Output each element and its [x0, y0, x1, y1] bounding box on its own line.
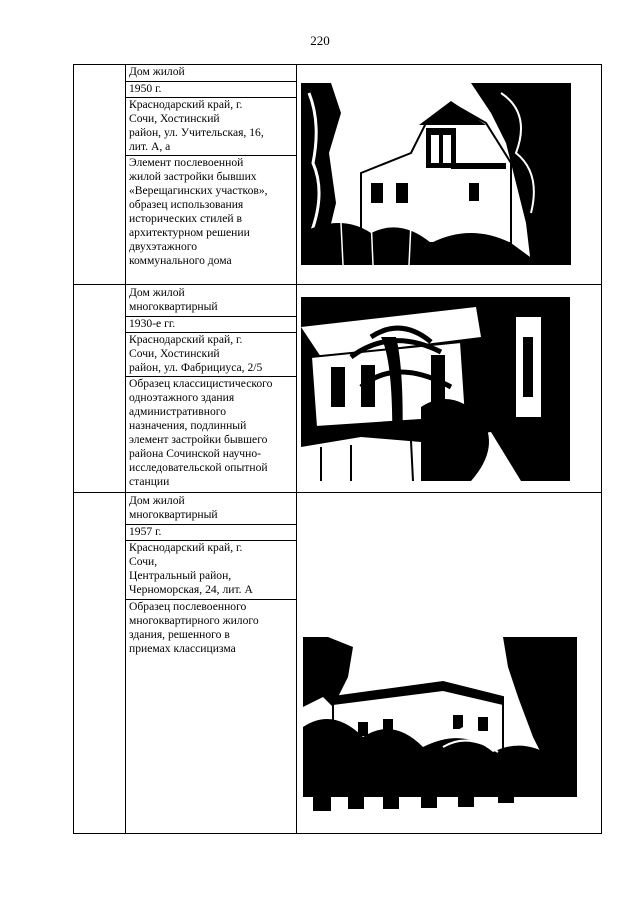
object-name-line: многоквартирный [129, 300, 218, 313]
description-line: двухэтажного [129, 240, 198, 253]
description-line: элемент застройки бывшего [129, 433, 268, 446]
description-line: исследовательской опытной [129, 461, 268, 474]
address-line: лит. А, а [129, 140, 171, 153]
object-date-text: 1957 г. [129, 525, 162, 538]
object-name [125, 286, 296, 316]
row-number-cell [74, 65, 126, 284]
object-name-line: Дом жилой [129, 494, 185, 507]
row-number-cell [74, 285, 126, 492]
address-line: Черноморская, 24, лит. А [129, 583, 253, 596]
object-address [125, 540, 296, 599]
description-line: района Сочинской научно- [129, 447, 262, 460]
description-line: приемах классицизма [129, 642, 236, 655]
row-photo-cell [296, 65, 601, 284]
page-number: 220 [310, 33, 330, 48]
description-line: «Верещагинских участков», [129, 184, 268, 197]
description-line: исторических стилей в [129, 212, 242, 225]
table-row [74, 285, 601, 493]
description-line: административного [129, 405, 227, 418]
object-name [125, 65, 296, 81]
object-date-text: 1950 г. [129, 82, 162, 95]
description-line: здания, решенного в [129, 628, 230, 641]
address-line: Сочи, Хостинский [129, 347, 220, 360]
heritage-table [73, 64, 602, 834]
object-description [125, 599, 296, 833]
description-line: архитектурном решении [129, 226, 250, 239]
house-photo [303, 637, 577, 819]
object-name-text: Дом жилой [129, 65, 185, 78]
address-line: Сочи, [129, 555, 158, 568]
table-row [74, 65, 601, 285]
object-date [125, 524, 296, 540]
description-line: многоквартирного жилого [129, 614, 259, 627]
object-address [125, 97, 296, 155]
row-number-cell [74, 493, 126, 833]
description-line: образец использования [129, 198, 244, 211]
object-address [125, 332, 296, 376]
address-line: район, ул. Фабрициуса, 2/5 [129, 361, 263, 374]
address-line: Центральный район, [129, 569, 232, 582]
house-photo [301, 297, 570, 481]
object-date-text: 1930-е гг. [129, 317, 176, 330]
object-date [125, 316, 296, 332]
description-line: одноэтажного здания [129, 391, 235, 404]
row-photo-cell [296, 493, 601, 833]
address-line: район, ул. Учительская, 16, [129, 126, 264, 139]
row-info-cell [125, 493, 297, 833]
object-name [125, 494, 296, 524]
address-line: Краснодарский край, г. [129, 541, 243, 554]
description-line: жилой застройки бывших [129, 170, 257, 183]
row-info-cell [125, 65, 297, 284]
description-line: Элемент послевоенной [129, 156, 244, 169]
address-line: Сочи, Хостинский [129, 112, 220, 125]
object-description [125, 155, 296, 285]
description-line: Образец классицистического [129, 377, 273, 390]
house-photo [301, 83, 571, 265]
description-line: Образец послевоенного [129, 600, 247, 613]
description-line: назначения, подлинный [129, 419, 247, 432]
description-line: станции [129, 475, 170, 488]
address-line: Краснодарский край, г. [129, 98, 243, 111]
description-line: коммунального дома [129, 254, 232, 267]
table-row [74, 493, 601, 833]
object-name-line: многоквартирный [129, 508, 218, 521]
row-info-cell [125, 285, 297, 492]
object-description [125, 376, 296, 493]
row-photo-cell [296, 285, 601, 492]
address-line: Краснодарский край, г. [129, 333, 243, 346]
object-date [125, 81, 296, 97]
object-name-line: Дом жилой [129, 286, 185, 299]
